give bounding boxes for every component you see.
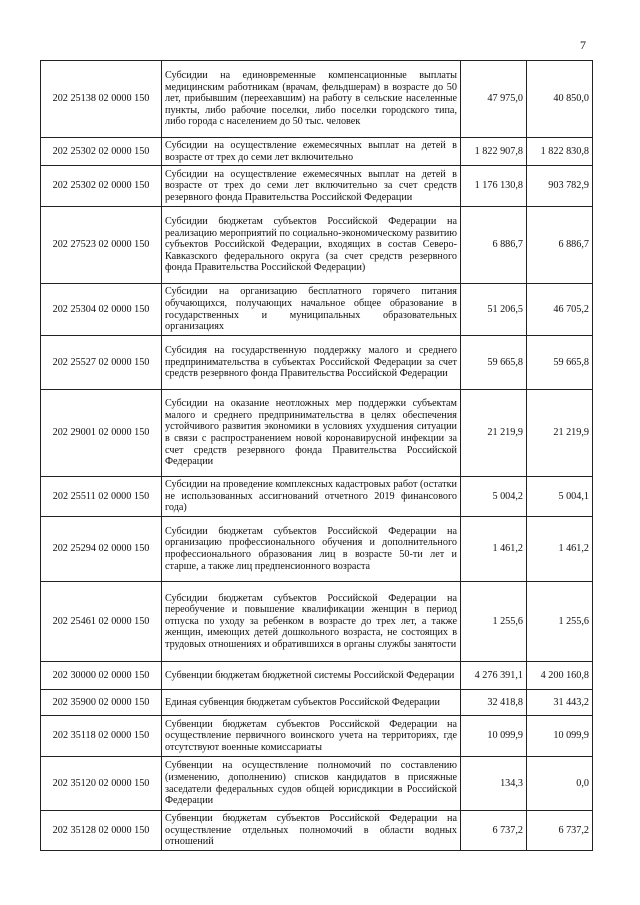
budget-code-cell: 202 30000 02 0000 150: [41, 662, 162, 690]
table-row: [41, 517, 593, 582]
table-row: [41, 207, 593, 284]
planned-amount-cell: 51 206,5: [461, 284, 527, 336]
table-row: [41, 284, 593, 336]
budget-code-cell: 202 25302 02 0000 150: [41, 138, 162, 166]
planned-amount-cell: 32 418,8: [461, 690, 527, 716]
description-cell: Субсидии на единовременные компенсационные выплаты медицинским работникам (врачам, фельдшерам) в возрасте до 50 лет, прибывшим (переехавшим) на работу в сельские населенные пункты, либо рабочие поселки, либо поселки городского типа, либо города с населением до 50 тыс. человек: [162, 61, 461, 138]
planned-amount-cell: 47 975,0: [461, 61, 527, 138]
planned-amount-cell: 1 255,6: [461, 582, 527, 662]
budget-table-body: [41, 61, 593, 851]
budget-code-cell: 202 35900 02 0000 150: [41, 690, 162, 716]
actual-amount-cell: 6 886,7: [527, 207, 593, 284]
budget-code-cell: 202 27523 02 0000 150: [41, 207, 162, 284]
budget-code-cell: 202 25294 02 0000 150: [41, 517, 162, 582]
budget-code-cell: 202 25138 02 0000 150: [41, 61, 162, 138]
actual-amount-cell: 0,0: [527, 757, 593, 811]
planned-amount-cell: 21 219,9: [461, 390, 527, 477]
description-cell: Субсидии на организацию бесплатного горячего питания обучающихся, получающих начальное общее образование в государственных и муниципальных образовательных организациях: [162, 284, 461, 336]
description-cell: Субсидии бюджетам субъектов Российской Федерации на реализацию мероприятий по социально-экономическому развитию субъектов Российской Федерации, входящих в состав Северо-Кавказского федерального округа (за счет средств резервного фонда Правительства Российской Федерации): [162, 207, 461, 284]
planned-amount-cell: 5 004,2: [461, 477, 527, 517]
description-cell: Субвенции бюджетам бюджетной системы Российской Федерации: [162, 662, 461, 690]
budget-code-cell: 202 25511 02 0000 150: [41, 477, 162, 517]
table-row: [41, 166, 593, 207]
budget-code-cell: 202 25302 02 0000 150: [41, 166, 162, 207]
budget-code-cell: 202 35120 02 0000 150: [41, 757, 162, 811]
actual-amount-cell: 903 782,9: [527, 166, 593, 207]
actual-amount-cell: 4 200 160,8: [527, 662, 593, 690]
table-row: [41, 138, 593, 166]
table-row: [41, 390, 593, 477]
actual-amount-cell: 5 004,1: [527, 477, 593, 517]
budget-code-cell: 202 25304 02 0000 150: [41, 284, 162, 336]
table-row: [41, 582, 593, 662]
planned-amount-cell: 10 099,9: [461, 716, 527, 757]
table-row: [41, 811, 593, 851]
description-cell: Субвенции бюджетам субъектов Российской Федерации на осуществление отдельных полномочий в области водных отношений: [162, 811, 461, 851]
actual-amount-cell: 6 737,2: [527, 811, 593, 851]
planned-amount-cell: 6 886,7: [461, 207, 527, 284]
actual-amount-cell: 1 255,6: [527, 582, 593, 662]
planned-amount-cell: 134,3: [461, 757, 527, 811]
table-row: [41, 662, 593, 690]
description-cell: Субсидии на осуществление ежемесячных выплат на детей в возрасте от трех до семи лет включительно: [162, 138, 461, 166]
actual-amount-cell: 1 822 830,8: [527, 138, 593, 166]
budget-code-cell: 202 35128 02 0000 150: [41, 811, 162, 851]
page-number: 7: [580, 38, 586, 52]
budget-code-cell: 202 35118 02 0000 150: [41, 716, 162, 757]
budget-code-cell: 202 25461 02 0000 150: [41, 582, 162, 662]
description-cell: Субсидии на проведение комплексных кадастровых работ (остатки не использованных ассигнований отчетного 2019 финансового года): [162, 477, 461, 517]
planned-amount-cell: 1 176 130,8: [461, 166, 527, 207]
description-cell: Субвенции бюджетам субъектов Российской Федерации на осуществление первичного воинского учета на территориях, где отсутствуют военные комиссариаты: [162, 716, 461, 757]
planned-amount-cell: 6 737,2: [461, 811, 527, 851]
description-cell: Субсидии на осуществление ежемесячных выплат на детей в возрасте от трех до семи лет включительно за счет средств резервного фонда Правительства Российской Федерации: [162, 166, 461, 207]
table-row: [41, 757, 593, 811]
actual-amount-cell: 40 850,0: [527, 61, 593, 138]
table-row: [41, 336, 593, 390]
description-cell: Субвенции на осуществление полномочий по составлению (изменению, дополнению) списков кандидатов в присяжные заседатели федеральных судов общей юрисдикции в Российской Федерации: [162, 757, 461, 811]
description-cell: Субсидии бюджетам субъектов Российской Федерации на переобучение и повышение квалификации женщин в период отпуска по уходу за ребенком в возрасте до трех лет, а также женщин, имеющих детей дошкольного возраста, не состоящих в трудовых отношениях и обратившихся в органы службы занятости: [162, 582, 461, 662]
table-row: [41, 716, 593, 757]
table-row: [41, 477, 593, 517]
actual-amount-cell: 1 461,2: [527, 517, 593, 582]
table-row: [41, 690, 593, 716]
actual-amount-cell: 31 443,2: [527, 690, 593, 716]
actual-amount-cell: 59 665,8: [527, 336, 593, 390]
description-cell: Единая субвенция бюджетам субъектов Российской Федерации: [162, 690, 461, 716]
planned-amount-cell: 4 276 391,1: [461, 662, 527, 690]
actual-amount-cell: 46 705,2: [527, 284, 593, 336]
table-row: [41, 61, 593, 138]
planned-amount-cell: 1 822 907,8: [461, 138, 527, 166]
actual-amount-cell: 21 219,9: [527, 390, 593, 477]
actual-amount-cell: 10 099,9: [527, 716, 593, 757]
planned-amount-cell: 1 461,2: [461, 517, 527, 582]
budget-code-cell: 202 25527 02 0000 150: [41, 336, 162, 390]
planned-amount-cell: 59 665,8: [461, 336, 527, 390]
description-cell: Субсидия на государственную поддержку малого и среднего предпринимательства в субъектах Российской Федерации за счет средств резервного фонда Правительства Российской Федерации: [162, 336, 461, 390]
description-cell: Субсидии бюджетам субъектов Российской Федерации на организацию профессионального обучения и дополнительного профессионального образования лиц в возрасте 50-ти лет и старше, а также лиц предпенсионного возраста: [162, 517, 461, 582]
budget-table: [40, 60, 593, 851]
budget-code-cell: 202 29001 02 0000 150: [41, 390, 162, 477]
description-cell: Субсидии на оказание неотложных мер поддержки субъектам малого и среднего предпринимательства в целях обеспечения устойчивого развития экономики в условиях ухудшения ситуации в связи с распространением новой коронавирусной инфекции за счет средств резервного фонда Правительства Российской Федерации: [162, 390, 461, 477]
